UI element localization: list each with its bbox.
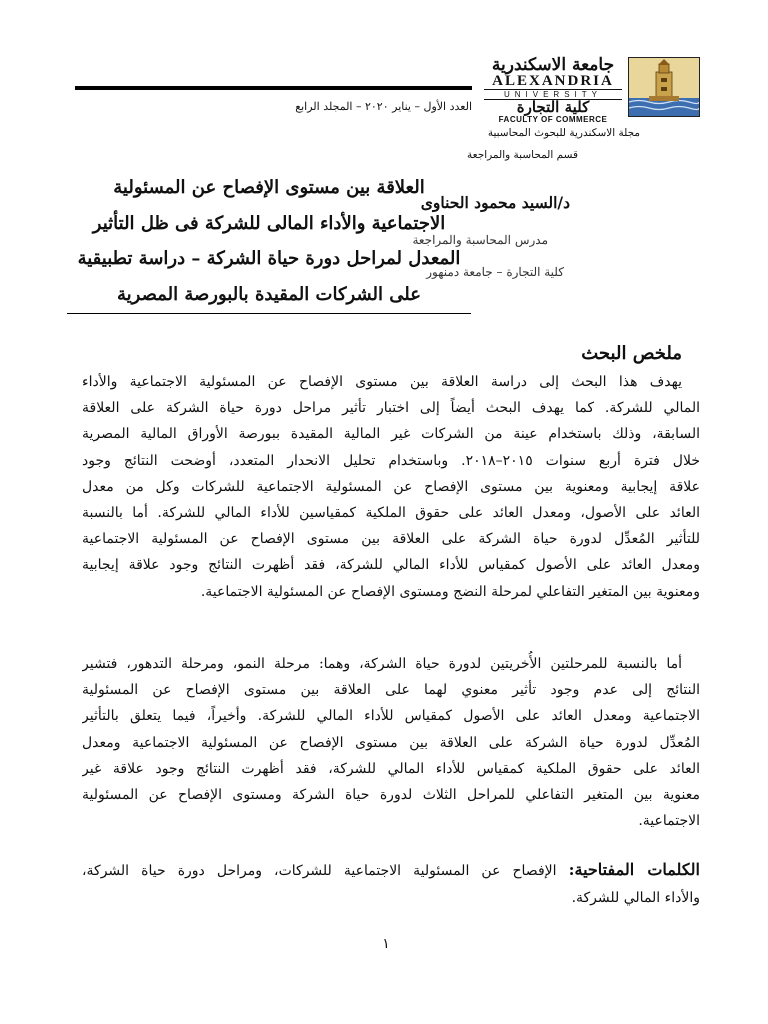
keywords-text: الإفصاح عن المسئولية الاجتماعية للشركات، ومراحل دورة حياة الشركة، (82, 863, 557, 879)
university-logo-text (484, 55, 622, 124)
abstract-line: يهدف هذا البحث إلى دراسة العلاقة بين مستوى الإفصاح عن المسئولية الاجتماعية والأداء (82, 374, 682, 390)
university-emblem-icon (628, 57, 700, 117)
abstract-line: خلال فترة أربع سنوات ٢٠١٥–٢٠١٨. وباستخدام تحليل الانحدار المتعدد، أوضحت النتائج وجود (82, 452, 700, 469)
author-affiliation: كلية التجارة – جامعة دمنهور (426, 265, 564, 279)
abstract-line: ومعنوية بين المتغير التفاعلي لمرحلة النضج ومستوى الإفصاح عن المسئولية الاجتماعية. (200, 583, 700, 600)
header-rule (75, 86, 472, 90)
journal-name: مجلة الاسكندرية للبحوث المحاسبية (487, 127, 640, 139)
author-position: مدرس المحاسبة والمراجعة (412, 233, 548, 247)
issue-line: العدد الأول – يناير ٢٠٢٠ – المجلد الرابع (295, 100, 472, 113)
abstract-paragraph-2 (82, 651, 700, 834)
abstract-line: الاجتماعية. (638, 813, 700, 830)
abstract-line: المُعدِّل لدورة حياة الشركة على العلاقة بين مستوى الإفصاح عن المسئولية الاجتماعية ومعدل (82, 734, 700, 751)
abstract-paragraph-1 (82, 369, 700, 605)
title-line: المعدل لمراحل دورة حياة الشركة – دراسة تطبيقية (77, 248, 461, 269)
abstract-line: السابقة، وذلك باستخدام عينة من الشركات غير المالية المقيدة ببورصة الأوراق المالية المصرية (82, 426, 700, 443)
abstract-line: معنوية بين المتغير التفاعلي للمراحل الثلاث لدورة حياة الشركة ومستوى الإفصاح عن المسئولية (82, 786, 700, 803)
abstract-line: أما بالنسبة للمرحلتين الأُخريتين لدورة حياة الشركة، وهما: مرحلة النمو، ومرحلة التدهور، فتشير (82, 656, 682, 672)
abstract-line: النتائج إلى عدم وجود تأثير معنوي لهما على العلاقة بين مستوى الإفصاح عن المسئولية (82, 682, 700, 699)
abstract-line: للتأثير المُعدِّل لدورة حياة الشركة على العلاقة بين مستوى الإفصاح عن المسئولية الاجتماعية (82, 531, 700, 548)
abstract-line: الاجتماعية ومعدل العائد على الأصول كمقياس للأداء المالي للشركة. وأخيراً، فيما يتعلق بالتأثير (82, 708, 700, 725)
author-name: د/السيد محمود الحناوى (420, 193, 570, 212)
page-number: ١ (382, 936, 390, 952)
abstract-line: المالي للشركة. كما يهدف البحث أيضاً إلى اختبار تأثير مراحل دورة حياة الشركة على العلاقة (82, 400, 700, 417)
abstract-line: ومعدل العائد على الأصول كمقياس للأداء المالي للشركة، فقد أظهرت النتائج وجود علاقة إيجابية (82, 557, 700, 574)
title-line: الاجتماعية والأداء المالى للشركة فى ظل التأثير (92, 212, 446, 234)
abstract-line: العائد على حقوق الملكية كمقياس للأداء المالي للشركة، فقد أظهرت النتائج وجود علاقة غير (82, 760, 700, 777)
keywords-label: الكلمات المفتاحية: (568, 860, 700, 879)
title-line: على الشركات المقيدة بالبورصة المصرية (117, 283, 421, 305)
paper-title (68, 170, 470, 312)
keywords-text-continued: والأداء المالي للشركة. (571, 890, 700, 906)
university-english-sub: UNIVERSITY (484, 89, 622, 100)
university-english-name: ALEXANDRIA (492, 73, 614, 89)
abstract-line: علاقة إيجابية ومعنوية بين مستوى الإفصاح عن المسئولية الاجتماعية للشركات وكل من معدل (82, 478, 700, 495)
abstract-heading: ملخص البحث (581, 343, 682, 364)
faculty-english-name: FACULTY OF COMMERCE (498, 115, 608, 124)
title-line: العلاقة بين مستوى الإفصاح عن المسئولية (113, 177, 425, 198)
university-arabic-name: جامعة الاسكندرية (491, 55, 615, 75)
title-rule (67, 313, 471, 314)
keywords-block (82, 855, 700, 913)
college-arabic-name: كلية التجارة (516, 98, 590, 116)
abstract-line: العائد على الأصول، ومعدل العائد على حقوق الملكية كمقياسين للأداء المالي للشركة. أما بالنسبة (82, 504, 700, 521)
department-name: قسم المحاسبة والمراجعة (467, 149, 578, 161)
